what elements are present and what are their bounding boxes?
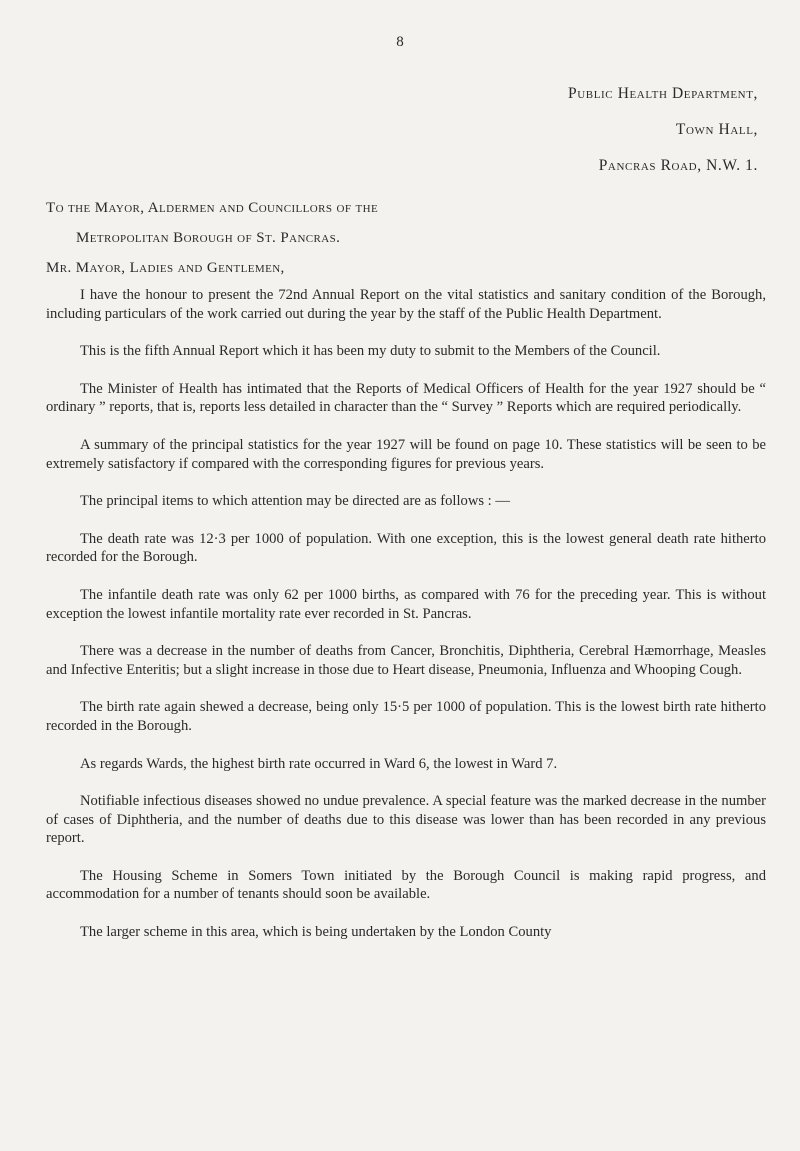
paragraph: This is the fifth Annual Report which it has been my duty to submit to the Members of the Council. (80, 343, 661, 360)
paragraph: Notifiable infectious diseases showed no undue prevalence. A special feature was the marked decrease in the number of cases of Diphtheria, and the number of deaths due to this disease was lower than has been recorded in any previous report. (46, 793, 766, 847)
address-building: Town Hall, (675, 121, 758, 138)
addressee-line-2: Metropolitan Borough of St. Pancras. (76, 230, 341, 246)
sender-address (568, 84, 758, 176)
address-department: Public Health Department, (568, 85, 758, 102)
paragraph: The larger scheme in this area, which is being undertaken by the London County (80, 924, 552, 941)
paragraph: There was a decrease in the number of deaths from Cancer, Bronchitis, Diphtheria, Cerebral Hæmorrhage, Measles and Infective Enteritis; but a slight increase in those due to Heart disease, Pneumonia, Influenza and Whooping Cough. (46, 643, 766, 678)
paragraph: The Housing Scheme in Somers Town initiated by the Borough Council is making rapid progress, and accommodation for a number of tenants should soon be available. (46, 867, 766, 903)
paragraph: A summary of the principal statistics for the year 1927 will be found on page 10. These statistics will be seen to be extremely satisfactory if compared with the corresponding figures for previous years. (46, 436, 766, 472)
paragraph: The birth rate again shewed a decrease, being only 15·5 per 1000 of population. This is the lowest birth rate hitherto recorded in the Borough. (46, 699, 766, 734)
paragraph: The infantile death rate was only 62 per 1000 births, as compared with 76 for the preceding year. This is without exception the lowest infantile mortality rate ever recorded in St. Pancras. (46, 586, 766, 622)
address-street: Pancras Road, N.W. 1. (598, 157, 758, 174)
paragraph: The Minister of Health has intimated that the Reports of Medical Officers of Health for the year 1927 should be “ ordinary ” reports, that is, reports less detailed in character than the “ Survey ” Reports which are required periodically. (46, 380, 766, 416)
page-number: 8 (396, 34, 404, 50)
report-body (46, 286, 766, 961)
addressee-line-1: To the Mayor, Aldermen and Councillors of the (46, 200, 379, 216)
paragraph: I have the honour to present the 72nd Annual Report on the vital statistics and sanitary condition of the Borough, including particulars of the work carried out during the year by the staff of the Public Health Department. (46, 287, 766, 322)
greeting: Mr. Mayor, Ladies and Gentlemen, (46, 260, 285, 276)
paragraph: The death rate was 12·3 per 1000 of population. With one exception, this is the lowest general death rate hitherto recorded for the Borough. (46, 530, 766, 566)
paragraph: As regards Wards, the highest birth rate occurred in Ward 6, the lowest in Ward 7. (80, 755, 558, 772)
paragraph: The principal items to which attention may be directed are as follows : — (80, 493, 510, 510)
